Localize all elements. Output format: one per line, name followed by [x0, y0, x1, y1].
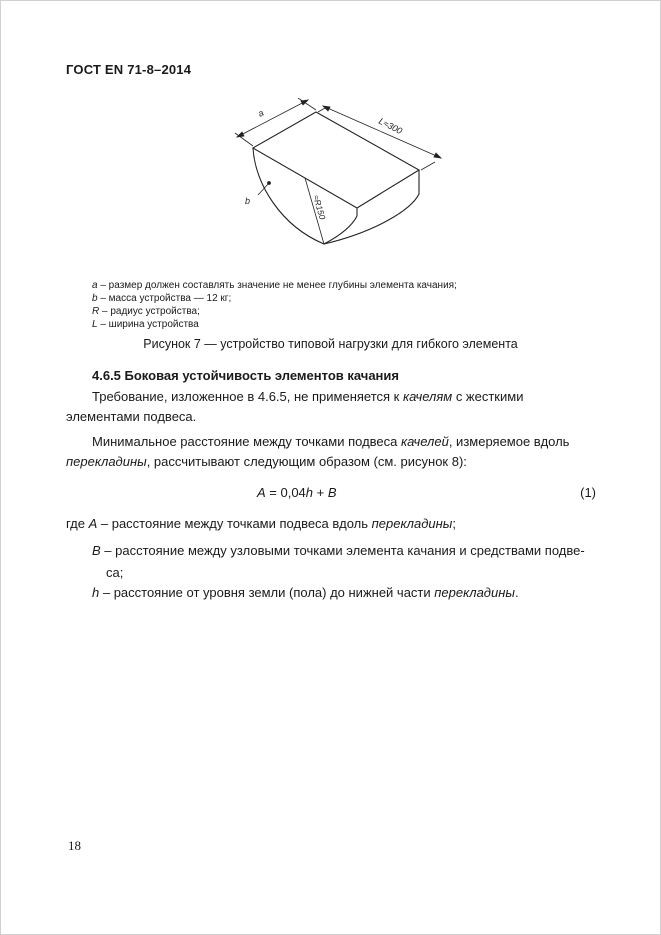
dimension-a-line	[237, 100, 308, 137]
document-header: ГОСТ EN 71-8–2014	[66, 62, 192, 77]
block-side-face	[324, 170, 419, 244]
definition-B: B – расстояние между узловыми точками элемента качания и средствами подве- са;	[92, 543, 585, 580]
formula-number: (1)	[580, 485, 596, 500]
legend-item: R – радиус устройства;	[92, 306, 200, 317]
legend-item: L – ширина устройства	[92, 319, 199, 330]
formula-row	[66, 485, 596, 505]
paragraph-min-distance: Минимальное расстояние между точками подвеса качелей, измеряемое вдоль перекладины, рассчитывают следующим образом (см. рисунок 8):	[66, 434, 570, 469]
label-a: a	[256, 107, 266, 119]
section-heading: 4.6.5 Боковая устойчивость элементов качания	[92, 368, 399, 383]
paragraph-requirement: Требование, изложенное в 4.6.5, не применяется к качелям с жесткими элементами подвеса.	[66, 389, 524, 424]
figure-7-drawing	[225, 98, 455, 260]
figure-legend	[92, 279, 457, 331]
formula: A = 0,04h + B	[257, 485, 337, 500]
legend-item: a – размер должен составлять значение не менее глубины элемента качания;	[92, 280, 457, 291]
half-cylinder-face	[253, 148, 357, 244]
definition-h: h – расстояние от уровня земли (пола) до нижней части перекладины.	[92, 585, 519, 600]
dimension-L-line	[323, 106, 441, 158]
definition-A: где A – расстояние между точками подвеса вдоль перекладины;	[66, 516, 456, 531]
label-b: b	[245, 196, 251, 206]
label-L: L≈300	[377, 115, 404, 137]
figure-caption: Рисунок 7 — устройство типовой нагрузки для гибкого элемента	[143, 337, 518, 351]
label-R: ≈R150	[311, 193, 328, 221]
legend-item: b – масса устройства — 12 кг;	[92, 293, 232, 304]
page-number: 18	[68, 838, 81, 853]
